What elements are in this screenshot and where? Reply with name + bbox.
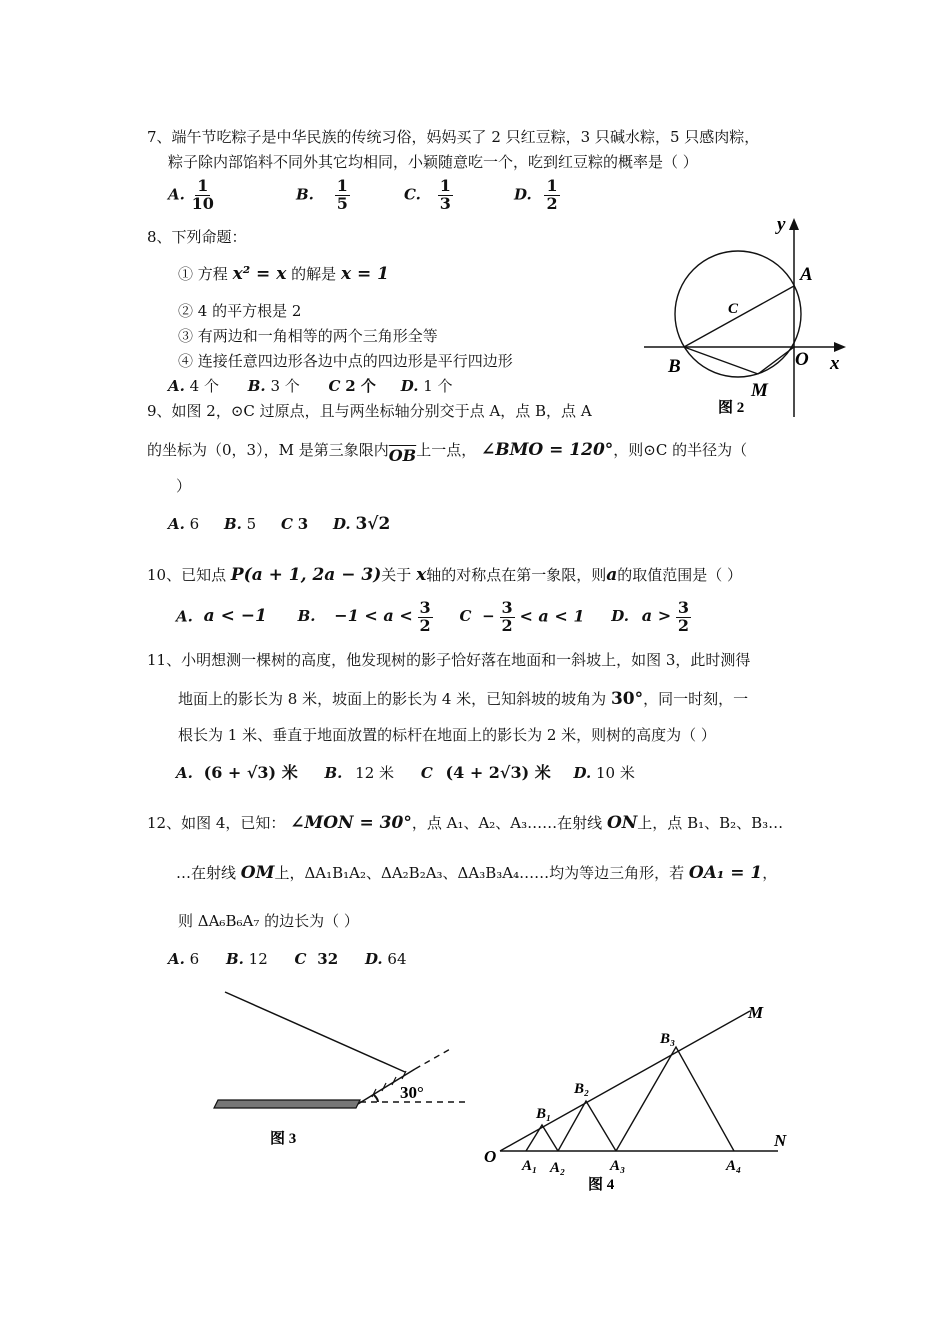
label-m: M <box>751 380 768 401</box>
q12-options: A. 6 B. 12 C 32 D. 64 <box>168 950 407 968</box>
q7-option-b: B. $\frac{1}{5}$ <box>296 176 348 213</box>
q11-line3: 根长为 1 米、垂直于地面放置的标杆在地面上的影长为 2 米，则树的高度为（ ） <box>178 726 716 744</box>
figure-4-triangles-diagram <box>478 996 798 1196</box>
angle-arc <box>374 1095 378 1102</box>
label-x: x <box>830 353 840 374</box>
triangle-a2b2a3 <box>558 1101 616 1151</box>
q7-line1: 7、端午节吃粽子是中华民族的传统习俗，妈妈买了 2 只红豆粽，3 只碱水粽，5 只感肉粽， <box>147 128 760 146</box>
q9-line3: ） <box>176 477 192 495</box>
label-b: B <box>668 356 681 377</box>
q9-line1: 9、如图 2，⊙C 过原点，且与两坐标轴分别交于点 A，点 B，点 A <box>147 402 592 420</box>
label-b1: B₁ <box>536 1106 552 1122</box>
label-y: y <box>777 214 786 235</box>
ground-shadow <box>214 1100 360 1108</box>
q9-line2: 的坐标为（0，3），M 是第三象限内$\overline{OB}$上一点， ∠BMO = 120°，则⊙C 的半径为（ <box>147 440 748 465</box>
figure-4-caption: 图 4 <box>588 1177 615 1193</box>
q8-item3: ③ 有两边和一角相等的两个三角形全等 <box>178 327 438 345</box>
slope-extension <box>415 1048 452 1069</box>
q7-option-d: D. $\frac{1}{2}$ <box>514 176 558 213</box>
q8-title: 8、下列命题： <box>147 228 247 246</box>
ray-om <box>500 1011 750 1151</box>
label-a3: A₃ <box>610 1158 626 1174</box>
q12-line2: …在射线 OM上，ΔA₁B₁A₂、ΔA₂B₂A₃、ΔA₃B₃A₄……均为等边三角形，若 OA₁ = 1， <box>176 863 778 883</box>
figure-2-caption: 图 2 <box>718 400 745 416</box>
q11-line1: 11、小明想测一棵树的高度，他发现树的影子恰好落在地面和一斜坡上，如图 3，此时测得 <box>147 651 751 669</box>
label-c: C <box>728 301 739 317</box>
triangle-a1b1a2 <box>526 1125 558 1151</box>
q7-option-c: C. $\frac{1}{3}$ <box>404 176 451 213</box>
label-a1: A₁ <box>522 1158 538 1174</box>
q11-line2: 地面上的影长为 8 米，坡面上的影长为 4 米，已知斜坡的坡角为 30°，同一时刻，一 <box>178 689 749 709</box>
label-o: O <box>484 1147 497 1166</box>
label-b3: B₃ <box>660 1031 676 1047</box>
q8-item2: ② 4 的平方根是 2 <box>178 302 302 320</box>
label-a4: A₄ <box>726 1158 742 1174</box>
label-m: M <box>748 1003 764 1022</box>
label-o: O <box>795 349 809 370</box>
chord-mo <box>758 347 794 374</box>
q12-line1: 12、如图 4，已知： ∠MON = 30°，点 A₁、A₂、A₃……在射线 ON上，点 B₁、B₂、B₃… <box>147 813 784 833</box>
q7-option-a: A. $\frac{1}{10}$ <box>168 176 214 213</box>
q10-stem: 10、已知点 P(a + 1, 2a − 3)关于 x轴的对称点在第一象限，则a的取值范围是（ ） <box>147 565 743 585</box>
q8-item1: ① 方程 x² = x 的解是 x = 1 <box>178 264 389 284</box>
figure-3-slope-diagram <box>200 985 480 1155</box>
q11-options: A. (6 + √3) 米 B. 12 米 C (4 + 2√3) 米 D. 10 米 <box>176 763 635 782</box>
q9-options: A. 6 B. 5 C 3 D. 3√2 <box>168 514 391 534</box>
q7-line2: 粽子除内部馅料不同外其它均相同，小颖随意吃一个，吃到红豆粽的概率是（ ） <box>168 153 698 171</box>
figure-3-caption: 图 3 <box>270 1131 297 1147</box>
q8-options: A. 4 个 B. 3 个 C 2 个 D. 1 个 <box>168 377 453 395</box>
q7-option-a-fraction: $\frac{1}{10}$ <box>191 176 214 213</box>
q10-options: A. a < −1 B. −1 < a < $\frac{3}{2}$ C − $\frac{3}{2}$ < a < 1 D. a > $\frac{3}{2}$ <box>176 598 690 635</box>
label-a2: A₂ <box>550 1160 566 1176</box>
label-b2: B₂ <box>574 1081 590 1097</box>
q12-line3: 则 ΔA₆B₆A₇ 的边长为（ ） <box>178 912 359 930</box>
label-n: N <box>774 1131 787 1150</box>
figure-2-circle-diagram <box>640 212 852 424</box>
sun-ray <box>225 992 405 1072</box>
triangle-a3b3a4 <box>616 1047 734 1151</box>
chord-ba <box>684 286 794 347</box>
q8-item4: ④ 连接任意四边形各边中点的四边形是平行四边形 <box>178 352 513 370</box>
angle-label: 30° <box>400 1083 424 1102</box>
label-a: A <box>800 264 813 285</box>
